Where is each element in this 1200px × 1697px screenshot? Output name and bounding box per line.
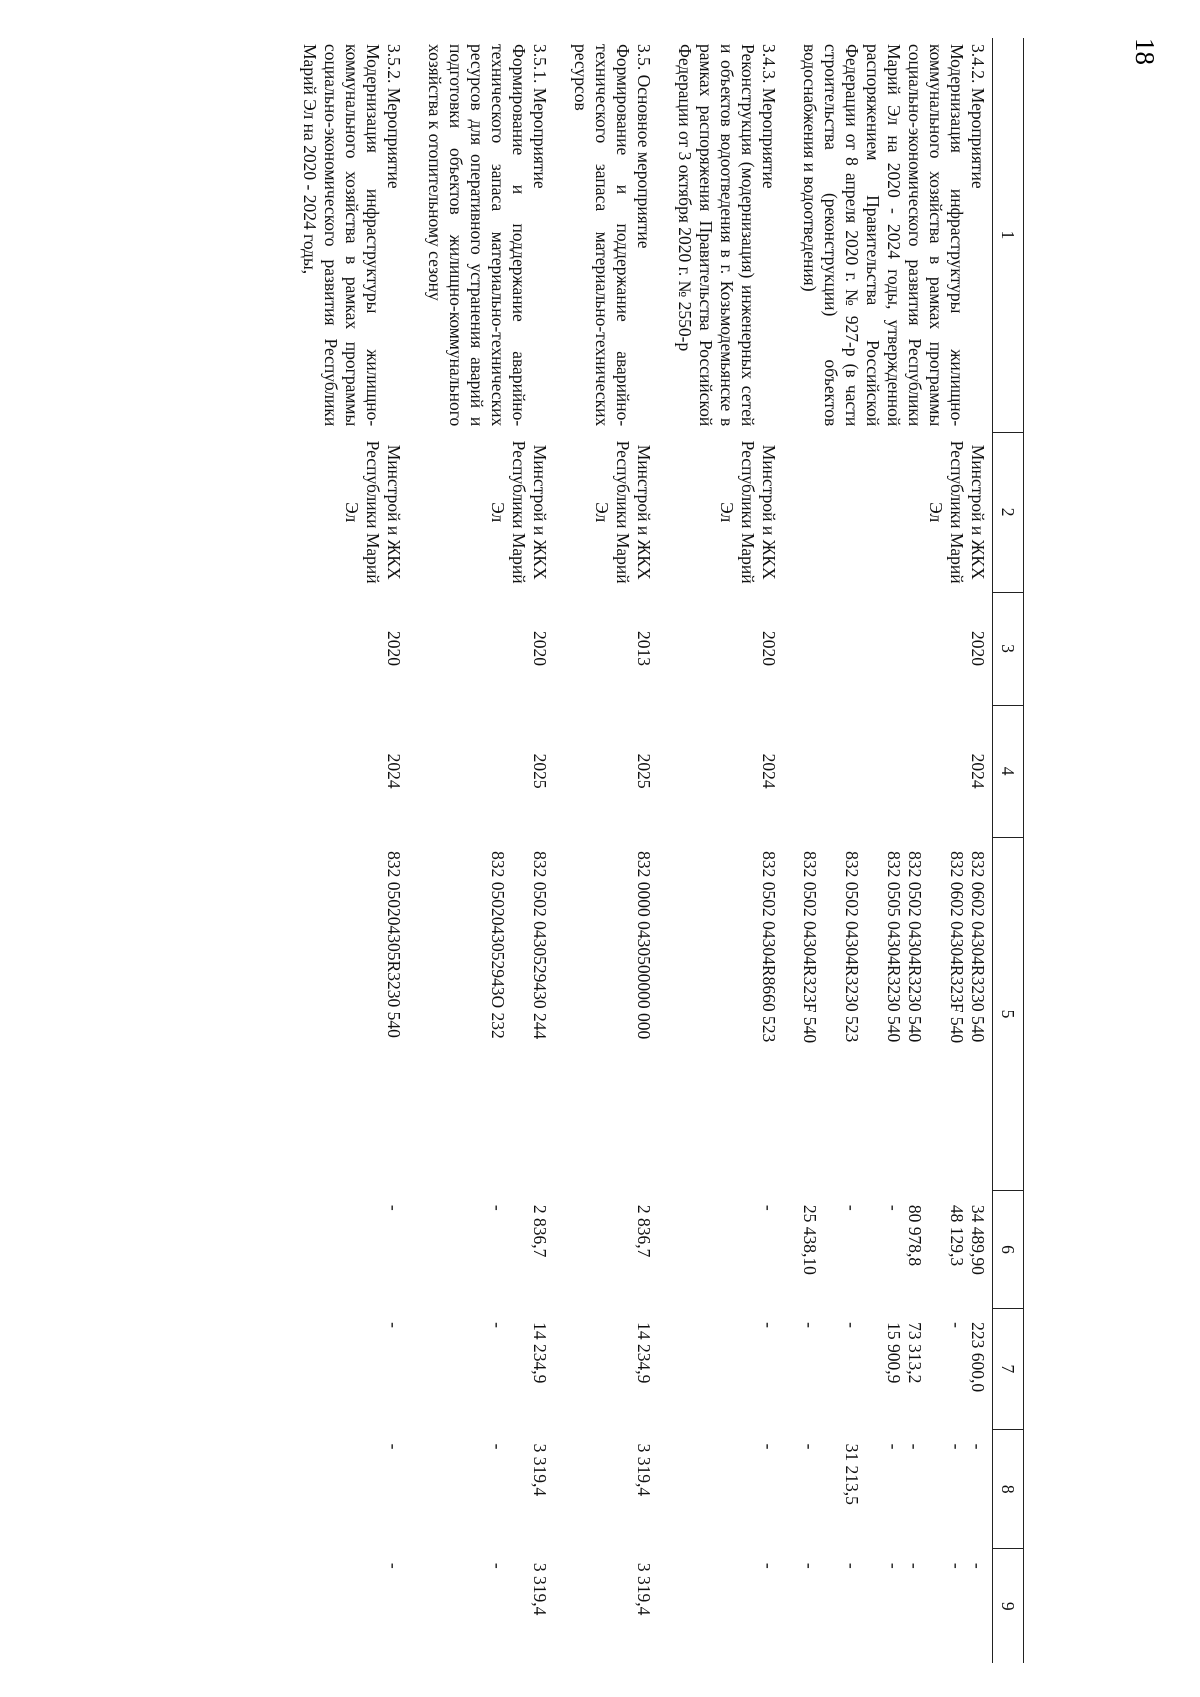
spacer xyxy=(820,851,841,1185)
activity-description: Модернизация инфраструктуры жилищно-коммунального хозяйства в рамках программы социально-экономического развития Республики Марий Эл на 2020 - 2024 годы, xyxy=(300,44,383,427)
value-col7: 14 234,9 xyxy=(634,1322,654,1384)
col6-cell xyxy=(283,1191,408,1308)
end-year: 2024 xyxy=(759,753,779,789)
end-year-cell xyxy=(283,705,408,837)
start-year-cell xyxy=(658,592,783,705)
budget-code-cell xyxy=(283,837,408,1191)
executor: Минстрой и ЖКХ Республики Марий Эл xyxy=(926,440,988,584)
budget-code: 832 0602 04304R3230 540 xyxy=(968,851,988,1043)
col8-cell xyxy=(783,1430,993,1549)
budget-code: 832 0505 04304R3230 540 xyxy=(884,851,904,1043)
value-col9: - xyxy=(488,1562,508,1569)
value-col8: - xyxy=(947,1443,967,1450)
col9-cell xyxy=(283,1549,408,1663)
col9-cell xyxy=(554,1549,658,1663)
value-col6: - xyxy=(759,1204,779,1211)
value-col6: 48 129,3 xyxy=(947,1204,967,1267)
spacer xyxy=(862,851,883,1185)
value-col8: - xyxy=(968,1443,988,1450)
start-year: 2020 xyxy=(530,631,550,667)
spacer xyxy=(862,1205,883,1302)
activity-description: Реконструкция (модернизация) инженерных сетей и объектов водоотведения в г. Козьмодемьянске в рамках распоряжения Правительства Российской Федерации от 3 октября 2020 г. № 2550-р xyxy=(675,44,758,427)
header-col-9: 9 xyxy=(993,1549,1024,1663)
budget-code: 832 050204305R3230 540 xyxy=(384,851,404,1038)
table-row xyxy=(554,38,658,1663)
value-col7: - xyxy=(384,1322,404,1328)
activity-cell xyxy=(408,38,554,432)
table-row xyxy=(658,38,783,1663)
col9-cell xyxy=(783,1549,993,1663)
col7-cell xyxy=(658,1308,783,1429)
start-year-cell xyxy=(554,592,658,705)
header-row xyxy=(993,38,1024,1663)
col7-cell xyxy=(408,1308,554,1429)
table-row xyxy=(783,38,993,1663)
value-col8: - xyxy=(488,1443,508,1450)
start-year: 2013 xyxy=(634,631,654,667)
table-body xyxy=(283,38,993,1663)
value-col8: 31 213,5 xyxy=(842,1443,862,1505)
spacer xyxy=(862,1563,883,1657)
activity-description: Формирование и поддержание аварийно-технического запаса материально-технических ресурсов xyxy=(571,44,633,427)
value-col7: 15 900,9 xyxy=(884,1322,904,1384)
value-col8: - xyxy=(759,1443,779,1450)
spacer xyxy=(820,1444,841,1543)
col9-cell xyxy=(658,1549,783,1663)
end-year: 2024 xyxy=(384,753,404,789)
value-col9: - xyxy=(905,1562,925,1569)
budget-code-cell xyxy=(658,837,783,1191)
col6-cell xyxy=(783,1191,993,1308)
header-col-1: 1 xyxy=(993,38,1024,432)
spacer xyxy=(508,1563,529,1657)
budget-code: 832 0502 04304R323F 540 xyxy=(800,851,820,1044)
value-col7: 14 234,9 xyxy=(530,1322,550,1384)
value-col9: 3 319,4 xyxy=(530,1562,550,1616)
end-year: 2024 xyxy=(968,753,988,789)
program-table xyxy=(283,38,1024,1663)
budget-code-cell xyxy=(408,837,554,1191)
header-col-2: 2 xyxy=(993,432,1024,592)
start-year: 2020 xyxy=(384,631,404,667)
budget-code: 832 0602 04304R323F 540 xyxy=(947,851,967,1044)
value-col8: - xyxy=(384,1443,404,1450)
value-col9: - xyxy=(842,1562,862,1569)
activity-title: 3.5. Основное мероприятие xyxy=(634,44,654,249)
spacer xyxy=(862,1444,883,1543)
spacer xyxy=(925,851,946,1185)
activity-cell xyxy=(283,38,408,432)
activity-title: 3.5.1. Мероприятие xyxy=(530,44,550,189)
value-col9: - xyxy=(968,1562,988,1569)
table-row xyxy=(283,38,408,1663)
value-col7: - xyxy=(488,1322,508,1328)
activity-title: 3.4.3. Мероприятие xyxy=(759,44,779,189)
value-col6: 25 438,10 xyxy=(800,1204,820,1275)
spacer xyxy=(820,1322,841,1423)
value-col6: - xyxy=(884,1204,904,1211)
budget-code: 832 0000 0430500000 000 xyxy=(634,851,654,1040)
value-col9: - xyxy=(884,1562,904,1569)
spacer xyxy=(508,1444,529,1543)
budget-code: 832 0502 04304R3230 540 xyxy=(905,851,925,1043)
value-col9: - xyxy=(800,1562,820,1569)
value-col6: - xyxy=(842,1204,862,1211)
end-year: 2025 xyxy=(530,753,550,789)
value-col7: 223 600,0 xyxy=(968,1322,988,1393)
col8-cell xyxy=(658,1430,783,1549)
spacer xyxy=(508,1205,529,1302)
executor-cell xyxy=(658,432,783,592)
executor: Минстрой и ЖКХ Республики Марий Эл xyxy=(342,440,404,584)
spacer xyxy=(925,1563,946,1657)
value-col6: - xyxy=(384,1204,404,1211)
col8-cell xyxy=(554,1430,658,1549)
value-col8: - xyxy=(800,1443,820,1450)
header-col-6: 6 xyxy=(993,1191,1024,1308)
budget-code: 832 0502 0430529430 244 xyxy=(530,851,550,1040)
end-year-cell xyxy=(658,705,783,837)
end-year-cell xyxy=(408,705,554,837)
value-col8: - xyxy=(905,1443,925,1450)
budget-code-cell xyxy=(783,837,993,1191)
budget-code: 832 0502 04304R8660 523 xyxy=(759,851,779,1043)
value-col7: - xyxy=(947,1322,967,1328)
header-col-7: 7 xyxy=(993,1308,1024,1429)
value-col8: - xyxy=(884,1443,904,1450)
value-col9: - xyxy=(947,1562,967,1569)
budget-code: 832 0502043052943O 232 xyxy=(488,851,508,1039)
col6-cell xyxy=(658,1191,783,1308)
spacer xyxy=(508,1322,529,1423)
value-col6: 2 836,7 xyxy=(530,1204,550,1258)
end-year-cell xyxy=(783,705,993,837)
value-col7: - xyxy=(842,1322,862,1328)
col8-cell xyxy=(408,1430,554,1549)
executor-cell xyxy=(283,432,408,592)
spacer xyxy=(820,1205,841,1302)
executor: Минстрой и ЖКХ Республики Марий Эл xyxy=(488,440,550,584)
col7-cell xyxy=(783,1308,993,1429)
value-col8: 3 319,4 xyxy=(530,1443,550,1497)
value-col6: - xyxy=(488,1204,508,1211)
executor-cell xyxy=(408,432,554,592)
col9-cell xyxy=(408,1549,554,1663)
spacer xyxy=(925,1444,946,1543)
activity-description: Формирование и поддержание аварийно-технического запаса материально-технических ресурсов для оперативного устранения аварий и подготовки объектов жилищно-коммунального хозяйства к отопительному сезону xyxy=(425,44,529,427)
executor-cell xyxy=(554,432,658,592)
header-col-3: 3 xyxy=(993,592,1024,705)
table-row xyxy=(408,38,554,1663)
col7-cell xyxy=(283,1308,408,1429)
end-year-cell xyxy=(554,705,658,837)
rotated-page xyxy=(184,38,1024,1663)
header-col-5: 5 xyxy=(993,837,1024,1191)
start-year: 2020 xyxy=(968,631,988,667)
activity-cell xyxy=(554,38,658,432)
header-col-8: 8 xyxy=(993,1430,1024,1549)
value-col9: - xyxy=(759,1562,779,1569)
spacer xyxy=(862,1322,883,1423)
activity-title: 3.5.2. Мероприятие xyxy=(384,44,404,189)
activity-description: Модернизация инфраструктуры жилищно-коммунального хозяйства в рамках программы социально-экономического развития Республики Марий Эл на 2020 - 2024 годы, утвержденной распоряжением Правительства Российской Федерации от 8 апреля 2020 г. № 927-р (в части строительства (реконструкции) объектов водоснабжения и водоотведения) xyxy=(800,44,967,427)
activity-cell xyxy=(658,38,783,432)
executor-cell xyxy=(783,432,993,592)
col8-cell xyxy=(283,1430,408,1549)
value-col6: 80 978,8 xyxy=(905,1204,925,1267)
budget-code: 832 0502 04304R3230 523 xyxy=(842,851,862,1043)
start-year-cell xyxy=(283,592,408,705)
value-col8: 3 319,4 xyxy=(634,1443,654,1497)
start-year: 2020 xyxy=(759,631,779,667)
spacer xyxy=(820,1563,841,1657)
page-number: 18 xyxy=(1130,38,1160,65)
value-col6: 2 836,7 xyxy=(634,1204,654,1258)
col6-cell xyxy=(408,1191,554,1308)
spacer xyxy=(925,1205,946,1302)
header-col-4: 4 xyxy=(993,705,1024,837)
activity-cell xyxy=(783,38,993,432)
value-col9: - xyxy=(384,1562,404,1569)
spacer xyxy=(925,1322,946,1423)
budget-code-cell xyxy=(554,837,658,1191)
start-year-cell xyxy=(408,592,554,705)
col6-cell xyxy=(554,1191,658,1308)
end-year: 2025 xyxy=(634,753,654,789)
activity-title: 3.4.2. Мероприятие xyxy=(968,44,988,189)
executor: Минстрой и ЖКХ Республики Марий Эл xyxy=(717,440,779,584)
value-col9: 3 319,4 xyxy=(634,1562,654,1616)
value-col6: 34 489,90 xyxy=(968,1204,988,1275)
value-col7: - xyxy=(759,1322,779,1328)
value-col7: - xyxy=(800,1322,820,1328)
value-col7: 73 313,2 xyxy=(905,1322,925,1384)
col7-cell xyxy=(554,1308,658,1429)
start-year-cell xyxy=(783,592,993,705)
spacer xyxy=(508,851,529,1185)
executor: Минстрой и ЖКХ Республики Марий Эл xyxy=(592,440,654,584)
